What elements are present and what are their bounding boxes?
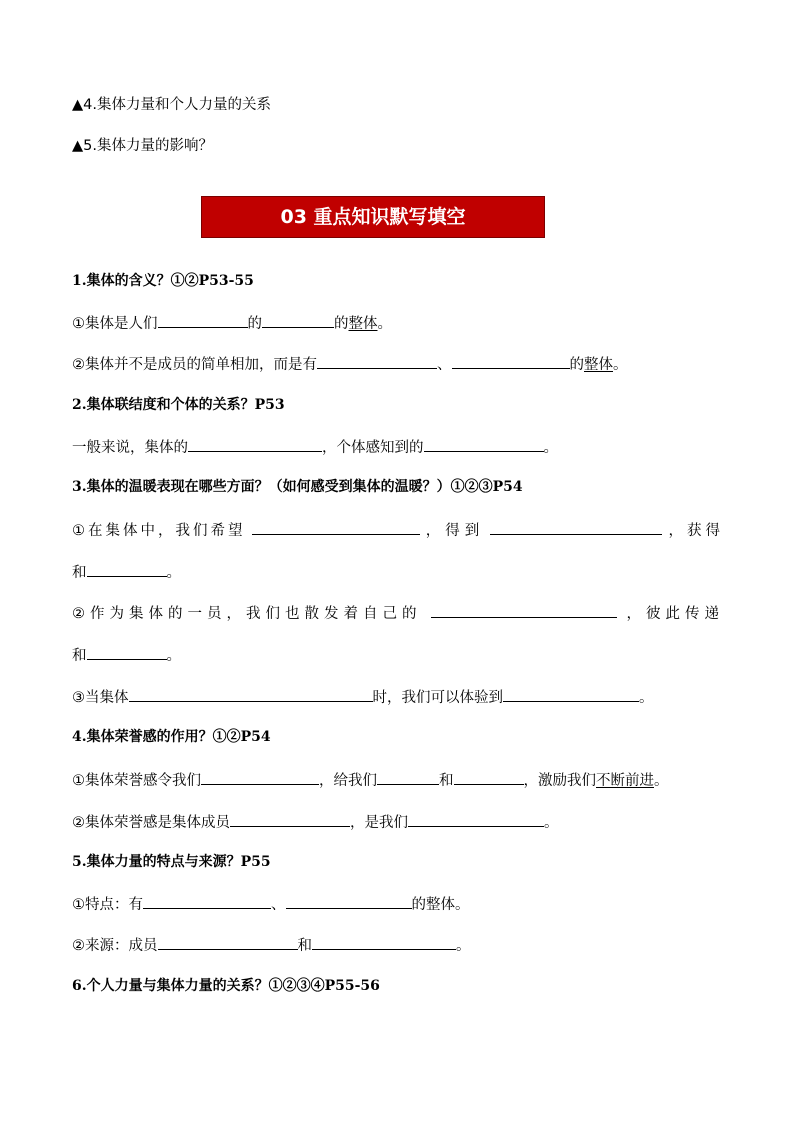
text: 、: [437, 357, 452, 373]
q3-line-2-cont: [72, 644, 724, 666]
text: 。: [166, 648, 181, 664]
text: 的: [569, 357, 584, 373]
text: 。: [377, 316, 392, 332]
text: 。: [639, 690, 654, 706]
text: 、: [271, 897, 286, 913]
fill-blank[interactable]: [286, 893, 412, 909]
section-banner: 03 重点知识默写填空: [201, 196, 545, 238]
fill-blank[interactable]: [317, 353, 437, 369]
underlined-text: 整体: [348, 316, 378, 332]
text: 和: [72, 648, 87, 664]
text: ，是我们: [350, 815, 408, 831]
text: ，获得: [668, 523, 724, 539]
fill-blank[interactable]: [252, 519, 420, 535]
text: ，给我们: [319, 773, 377, 789]
q4-line-2: [72, 811, 724, 833]
fill-blank[interactable]: [188, 436, 322, 452]
text: 和: [72, 565, 87, 581]
fill-blank[interactable]: [503, 686, 639, 702]
text: 。: [544, 815, 559, 831]
fill-blank[interactable]: [377, 769, 439, 785]
fill-blank[interactable]: [201, 769, 319, 785]
q5-line-1: [72, 893, 724, 915]
text: 。: [543, 440, 558, 456]
text: 的: [247, 316, 262, 332]
q3-line-2: [72, 602, 724, 624]
question-1-title: 1.集体的含义？①②P53-55: [72, 273, 254, 289]
text: ①集体荣誉感令我们: [72, 773, 201, 789]
intro-item-4: ▲4.集体力量和个人力量的关系: [72, 97, 271, 113]
fill-blank[interactable]: [230, 811, 350, 827]
text: ，激励我们: [523, 773, 596, 789]
fill-blank[interactable]: [452, 353, 570, 369]
text: ②集体并不是成员的简单相加，而是有: [72, 357, 317, 373]
q3-line-1-cont: [72, 561, 724, 583]
q3-line-3: [72, 686, 724, 708]
text: 的整体。: [411, 897, 470, 913]
text: 一般来说，集体的: [72, 440, 188, 456]
fill-blank[interactable]: [143, 893, 271, 909]
fill-blank[interactable]: [158, 934, 298, 950]
fill-blank[interactable]: [262, 312, 334, 328]
text: ①特点：有: [72, 897, 143, 913]
text: 和: [439, 773, 454, 789]
question-3-title: 3.集体的温暖表现在哪些方面？（如何感受到集体的温暖？）①②③P54: [72, 479, 523, 495]
text: 。: [456, 938, 471, 954]
text: ②来源：成员: [72, 938, 158, 954]
fill-blank[interactable]: [129, 686, 373, 702]
underlined-text: 不断前进: [596, 773, 654, 789]
text: ①在集体中，我们希望: [72, 523, 246, 539]
q5-line-2: [72, 934, 724, 956]
fill-blank[interactable]: [87, 561, 167, 577]
fill-blank[interactable]: [490, 519, 662, 535]
fill-blank[interactable]: [454, 769, 524, 785]
fill-blank[interactable]: [431, 602, 617, 618]
q3-line-1: [72, 519, 724, 541]
q1-line-2: [72, 353, 724, 375]
text: 。: [613, 357, 628, 373]
text: ，彼此传递: [626, 606, 724, 622]
fill-blank[interactable]: [408, 811, 544, 827]
text: ，得到: [425, 523, 485, 539]
fill-blank[interactable]: [158, 312, 248, 328]
text: 的: [334, 316, 349, 332]
text: 时，我们可以体验到: [372, 690, 503, 706]
text: ②作为集体的一员，我们也散发着自己的: [72, 606, 422, 622]
fill-blank[interactable]: [87, 644, 167, 660]
text: ③当集体: [72, 690, 129, 706]
fill-blank[interactable]: [424, 436, 544, 452]
question-5-title: 5.集体力量的特点与来源？P55: [72, 854, 271, 870]
question-6-title: 6.个人力量与集体力量的关系？①②③④P55-56: [72, 978, 380, 994]
text: 。: [166, 565, 181, 581]
underlined-text: 整体: [584, 357, 613, 373]
intro-item-5: ▲5.集体力量的影响？: [72, 138, 213, 154]
text: ①集体是人们: [72, 316, 158, 332]
fill-blank[interactable]: [312, 934, 456, 950]
text: 和: [297, 938, 312, 954]
q2-line-1: [72, 436, 724, 458]
q1-line-1: [72, 312, 724, 334]
question-2-title: 2.集体联结度和个体的关系？P53: [72, 397, 285, 413]
q4-line-1: [72, 769, 724, 791]
text: ，个体感知到的: [322, 440, 424, 456]
question-4-title: 4.集体荣誉感的作用？①②P54: [72, 729, 271, 745]
text: ②集体荣誉感是集体成员: [72, 815, 230, 831]
text: 。: [654, 773, 669, 789]
